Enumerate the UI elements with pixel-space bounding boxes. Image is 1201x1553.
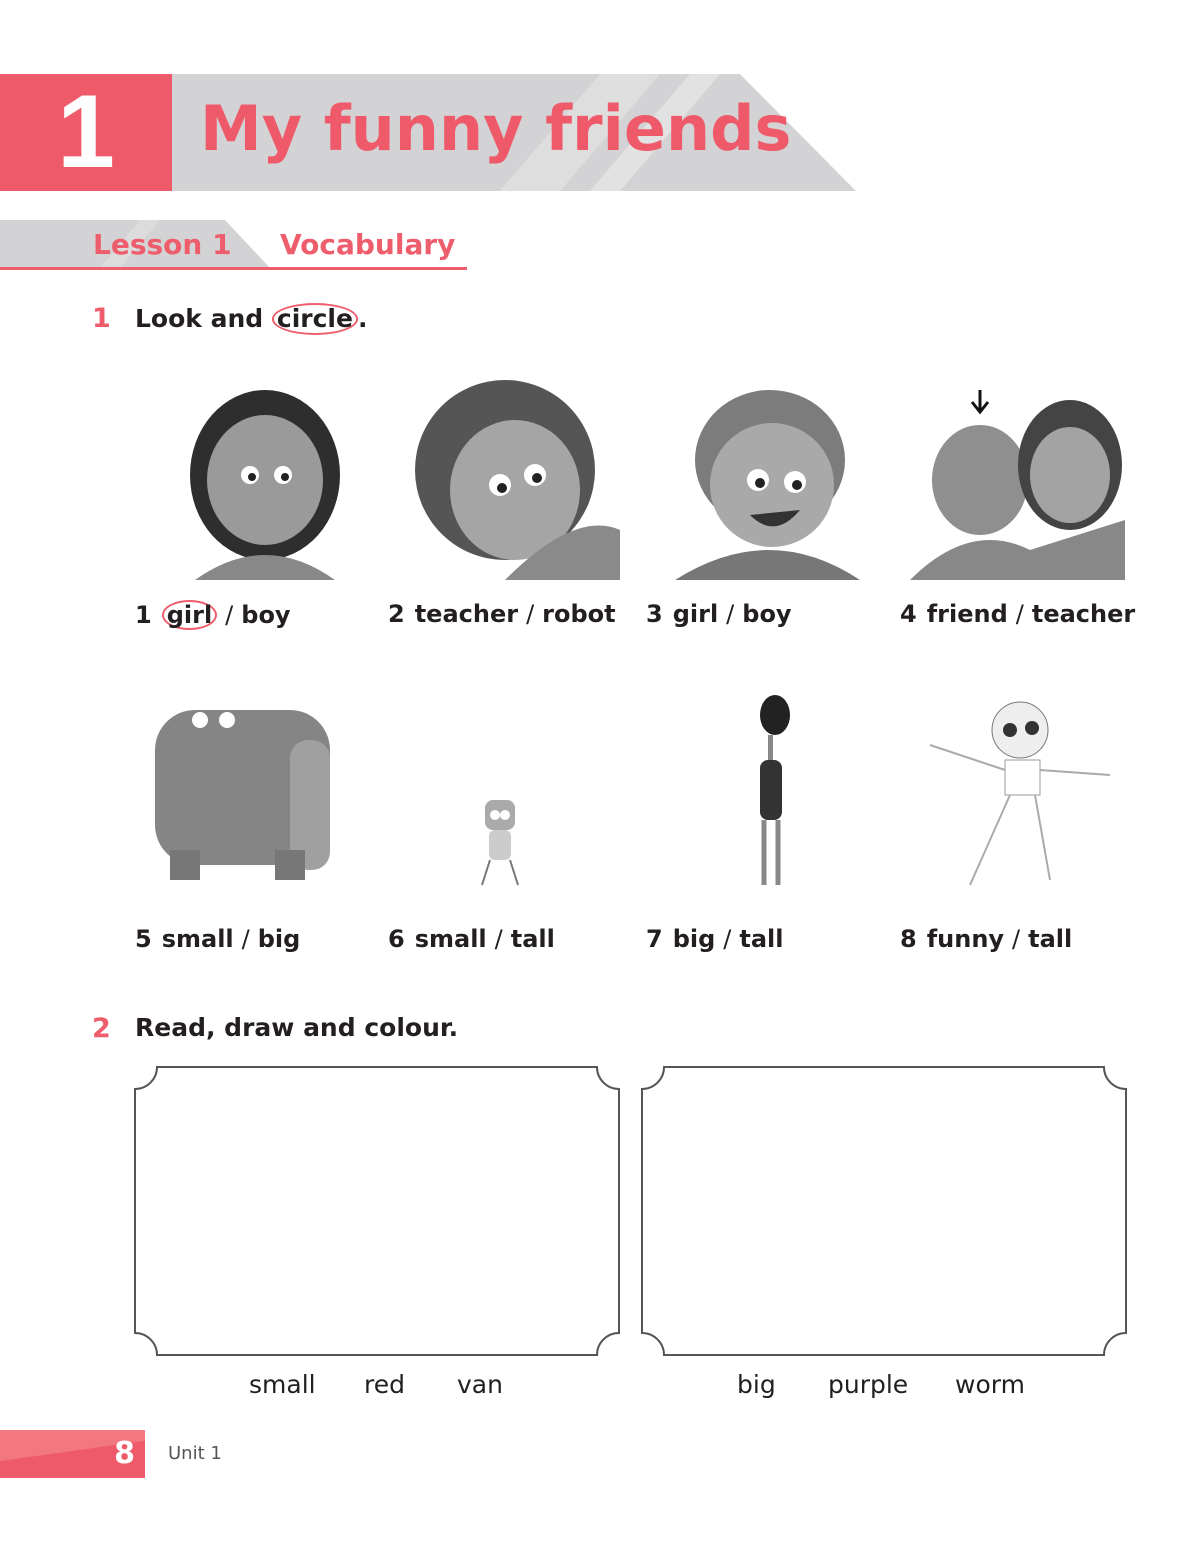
option-1[interactable]: funny bbox=[926, 925, 1005, 953]
item-number: 7 bbox=[646, 925, 663, 953]
option-separator: / bbox=[494, 925, 503, 953]
exercise-1-number: 1 bbox=[92, 303, 111, 334]
option-1[interactable]: girl bbox=[672, 600, 719, 628]
lesson-label: Lesson 1 bbox=[93, 228, 232, 261]
drawing-box-2[interactable] bbox=[640, 1065, 1128, 1357]
option-separator: / bbox=[726, 600, 735, 628]
item-number: 8 bbox=[900, 925, 917, 953]
instruction-text: Look and bbox=[135, 304, 272, 333]
option-2[interactable]: boy bbox=[241, 601, 291, 629]
item-number: 1 bbox=[135, 601, 152, 629]
item-caption bbox=[388, 925, 555, 953]
option-separator: / bbox=[723, 925, 732, 953]
option-separator: / bbox=[526, 600, 535, 628]
option-separator: / bbox=[241, 925, 250, 953]
option-2[interactable]: boy bbox=[742, 600, 792, 628]
option-separator: / bbox=[225, 601, 234, 629]
unit-number: 1 bbox=[57, 74, 115, 190]
page-number: 8 bbox=[114, 1436, 135, 1471]
item-caption bbox=[135, 600, 291, 630]
item-number: 3 bbox=[646, 600, 663, 628]
item-number: 6 bbox=[388, 925, 405, 953]
box-1-word: small bbox=[249, 1370, 316, 1399]
option-1[interactable]: friend bbox=[926, 600, 1008, 628]
exercise-2-number: 2 bbox=[92, 1013, 111, 1044]
funny-robot-icon bbox=[910, 690, 1130, 890]
girl-icon bbox=[155, 380, 375, 580]
option-2[interactable]: tall bbox=[739, 925, 784, 953]
item-number: 5 bbox=[135, 925, 152, 953]
option-2[interactable]: tall bbox=[1028, 925, 1073, 953]
item-caption bbox=[135, 925, 300, 953]
item-number: 2 bbox=[388, 600, 405, 628]
box-1-word: van bbox=[457, 1370, 503, 1399]
option-separator: / bbox=[1012, 925, 1021, 953]
item-caption bbox=[646, 925, 784, 953]
tall-robot-icon bbox=[660, 690, 880, 890]
option-2[interactable]: teacher bbox=[1031, 600, 1136, 628]
option-2[interactable]: big bbox=[257, 925, 301, 953]
option-2[interactable]: robot bbox=[542, 600, 616, 628]
option-separator: / bbox=[1015, 600, 1024, 628]
item-caption bbox=[388, 600, 616, 628]
exercise-1-instruction bbox=[135, 303, 367, 335]
option-1[interactable]: small bbox=[414, 925, 487, 953]
option-1[interactable]: small bbox=[161, 925, 234, 953]
big-robot-icon bbox=[155, 690, 375, 890]
teacher-icon bbox=[405, 380, 625, 580]
circled-word: circle bbox=[272, 303, 358, 335]
item-number: 4 bbox=[900, 600, 917, 628]
small-robot-icon bbox=[405, 690, 625, 890]
item-caption bbox=[900, 925, 1072, 953]
drawing-box-1[interactable] bbox=[133, 1065, 621, 1357]
box-2-word: worm bbox=[955, 1370, 1025, 1399]
exercise-2-instruction: Read, draw and colour. bbox=[135, 1013, 459, 1042]
option-2[interactable]: tall bbox=[510, 925, 555, 953]
option-1[interactable]: big bbox=[672, 925, 716, 953]
item-caption bbox=[900, 600, 1135, 628]
item-caption bbox=[646, 600, 792, 628]
page-title: My funny friends bbox=[200, 92, 792, 165]
instruction-period: . bbox=[357, 304, 368, 333]
box-2-word: big bbox=[737, 1370, 776, 1399]
friends-icon bbox=[910, 380, 1130, 580]
boy-icon bbox=[660, 380, 880, 580]
option-1[interactable]: teacher bbox=[414, 600, 519, 628]
option-1[interactable]: girl bbox=[162, 600, 217, 630]
box-1-word: red bbox=[364, 1370, 405, 1399]
lesson-topic: Vocabulary bbox=[280, 228, 456, 261]
unit-label: Unit 1 bbox=[168, 1443, 222, 1464]
box-2-word: purple bbox=[828, 1370, 909, 1399]
